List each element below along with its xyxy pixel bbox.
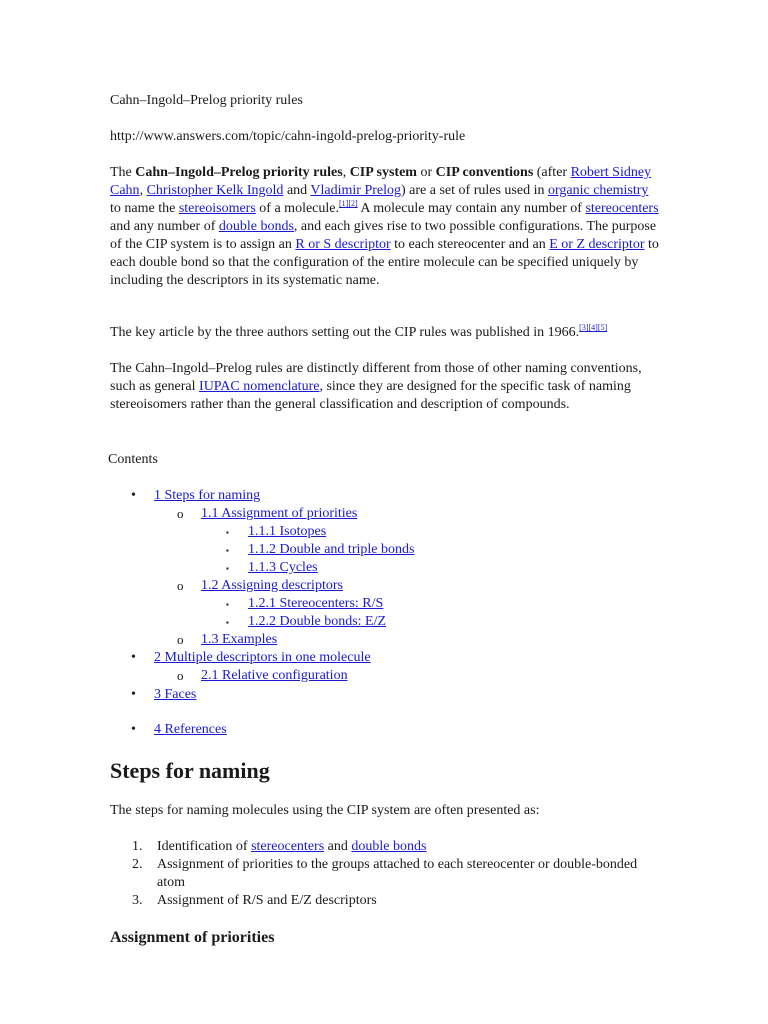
toc-item-1[interactable]: 1 Steps for naming <box>154 488 261 503</box>
steps-intro: The steps for naming molecules using the CIP system are often presented as: <box>110 803 540 818</box>
toc-item-1-1-2[interactable]: 1.1.2 Double and triple bonds <box>248 542 415 557</box>
list-item: Assignment of priorities to the groups attached to each stereocenter or double-bonded atom <box>157 857 638 890</box>
section-heading-assignment: Assignment of priorities <box>110 929 275 946</box>
section-heading-steps: Steps for naming <box>110 758 270 783</box>
link-organic-chemistry[interactable]: organic chemistry <box>547 183 649 198</box>
bullet-circle: o <box>177 668 184 683</box>
toc-item-4[interactable]: 4 References <box>154 722 227 737</box>
bullet-square: ▪ <box>226 528 229 537</box>
term-cip-system: CIP system <box>349 165 417 180</box>
source-url: http://www.answers.com/topic/cahn-ingold-prelog-priority-rule <box>110 129 466 144</box>
intro-paragraph: The Cahn–Ingold–Prelog priority rules, CIP system or CIP conventions (after Robert Sidney Cahn, Christopher Kelk Ingold and Vladimir Prelog) are a set of rules used in organic chemistry to name the stereoisomers of a molecule.[1][2] A molecule may contain any number of stereocenters and any number of double bonds, and each gives rise to two possible configurations. The purpose of the CIP system is to assign an R or S descriptor to each stereocenter and an E or Z descriptor to each double bond so that the configuration of the entire molecule can be specified uniquely by including the descriptors in its systematic name. <box>110 165 659 288</box>
toc-item-1-2-2[interactable]: 1.2.2 Double bonds: E/Z <box>248 614 387 629</box>
toc-item-1-3[interactable]: 1.3 Examples <box>201 632 278 647</box>
bullet-disc: • <box>131 488 136 503</box>
bullet-disc: • <box>131 650 136 665</box>
link-iupac-nomenclature[interactable]: IUPAC nomenclature <box>199 379 320 394</box>
toc-item-1-2[interactable]: 1.2 Assigning descriptors <box>201 578 343 593</box>
bullet-square: ▪ <box>226 618 229 627</box>
toc-item-2[interactable]: 2 Multiple descriptors in one molecule <box>154 650 371 665</box>
document-title: Cahn–Ingold–Prelog priority rules <box>110 93 303 108</box>
citation-1-2[interactable]: [1][2] <box>338 199 358 208</box>
term-cip-conventions: CIP conventions <box>435 165 534 180</box>
list-item: Identification of stereocenters and double bonds <box>157 839 427 854</box>
bullet-square: ▪ <box>226 546 229 555</box>
toc-item-1-1-1[interactable]: 1.1.1 Isotopes <box>248 524 327 539</box>
link-vladimir-prelog[interactable]: Vladimir Prelog <box>310 183 402 198</box>
link-double-bonds-step[interactable]: double bonds <box>351 839 427 854</box>
contents-heading: Contents <box>108 452 158 467</box>
link-stereocenters[interactable]: stereocenters <box>585 201 659 216</box>
link-double-bonds[interactable]: double bonds <box>218 219 294 234</box>
bullet-disc: • <box>131 687 136 702</box>
bullet-circle: o <box>177 506 184 521</box>
link-e-or-z-descriptor[interactable]: E or Z descriptor <box>549 237 645 252</box>
bullet-square: ▪ <box>226 600 229 609</box>
bullet-disc: • <box>131 722 136 737</box>
citation-3-4-5[interactable]: [3][4][5] <box>579 323 608 332</box>
bullet-circle: o <box>177 578 184 593</box>
toc-item-2-1[interactable]: 2.1 Relative configuration <box>201 668 348 683</box>
link-stereoisomers[interactable]: stereoisomers <box>178 201 256 216</box>
list-number: 2. <box>132 857 143 872</box>
list-item: Assignment of R/S and E/Z descriptors <box>157 893 377 908</box>
toc-item-1-1[interactable]: 1.1 Assignment of priorities <box>201 506 358 521</box>
toc-item-3[interactable]: 3 Faces <box>154 687 197 702</box>
link-robert-sidney-cahn[interactable]: Robert Sidney Cahn <box>110 165 652 198</box>
link-r-or-s-descriptor[interactable]: R or S descriptor <box>295 237 391 252</box>
key-article-paragraph: The key article by the three authors setting out the CIP rules was published in 1966.[3][4][5] <box>110 323 608 340</box>
link-stereocenters-step[interactable]: stereocenters <box>251 839 325 854</box>
toc-item-1-1-3[interactable]: 1.1.3 Cycles <box>248 560 318 575</box>
term-cip-rules: Cahn–Ingold–Prelog priority rules <box>135 165 343 180</box>
bullet-square: ▪ <box>226 564 229 573</box>
toc-item-1-2-1[interactable]: 1.2.1 Stereocenters: R/S <box>248 596 384 611</box>
list-number: 3. <box>132 893 143 908</box>
list-number: 1. <box>132 839 143 854</box>
distinct-paragraph: The Cahn–Ingold–Prelog rules are distinctly different from those of other naming conventions, such as general IUPAC nomenclature, since they are designed for the specific task of naming stereoisomers rather than the general classification and description of compounds. <box>110 361 642 412</box>
link-christopher-kelk-ingold[interactable]: Christopher Kelk Ingold <box>146 183 284 198</box>
bullet-circle: o <box>177 632 184 647</box>
